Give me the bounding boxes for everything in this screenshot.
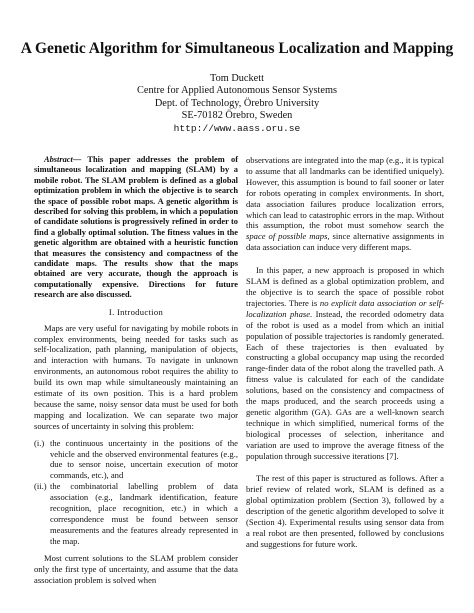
emphasis-space-of-maps: space of possible maps [246, 231, 328, 242]
body-paragraph-3: The rest of this paper is structured as follows. After a brief review of related work, SLAM is defined as a global optimization problem (Section 3), followed by a description of the genetic algorithm developed to solve it (Section 4). Experimental results using sensor data from a real robot are then presented, followed by conclusions and suggestions for future work. [246, 473, 444, 549]
list-item-text: the combinatorial labelling problem of data association (e.g., landmark identification, feature recognition, place recognition, etc.) in which a correspondence must be found between sensor measurements and the features already represented in the map. [50, 481, 238, 546]
list-item-text: the continuous uncertainty in the positions of the vehicle and the observed environmental features (e.g., due to sensor noise, uncertain execution of motor commands, etc.), and [50, 437, 238, 481]
right-column [246, 155, 444, 562]
body-paragraph-1-end: , since alternative assignments in data association can induce very different maps. [246, 231, 444, 253]
affiliation-line-2: Dept. of Technology, Örebro University [154, 97, 320, 109]
body-paragraph-1-text: observations are integrated into the map (e.g., it is typical to assume that all landmarks can be identified uniquely). However, this assumption is bound to fail sooner or later for robots operating in complex environments. In short, data association failures produce localization errors, which can lead to catastrophic errors in the map. Without this assumption, the robot must somehow search the [246, 155, 444, 231]
body-paragraph-2 [246, 265, 444, 461]
author-name: Tom Duckett [210, 73, 264, 84]
list-item [34, 438, 238, 482]
emphasis-no-explicit-association: no explicit data association or self-localization phase [246, 297, 444, 319]
left-column [34, 155, 238, 591]
intro-paragraph-1: Maps are very useful for navigating by mobile robots in complex environments, being needed for tasks such as self-localization, path planning, manipulation of objects, and interaction with humans. To navigate in unknown environments, an autonomous robot requires the ability to build its own map while simultaneously maintaining an estimate of its own position. This is a hard problem because the same, noisy sensor data must be used for both mapping and localization. We can separate two major sources of uncertainty in solving this problem: [34, 322, 238, 431]
list-item [34, 481, 238, 546]
body-paragraph-2-text: In this paper, a new approach is proposed in which SLAM is defined as a global optimization problem, and the objective is to search the space of possible robot trajectories. There is [246, 265, 444, 308]
affiliation-line-1: Centre for Applied Autonomous Sensor Systems [137, 85, 337, 97]
abstract [34, 155, 238, 301]
abstract-label: Abstract [44, 155, 73, 164]
body-paragraph-1 [246, 155, 444, 253]
abstract-text: — This paper addresses the problem of simultaneous localization and mapping (SLAM) by a mobile robot. The SLAM problem is defined as a global optimization problem in which the objective is to search the space of possible robot maps. A genetic algorithm is described for solving this problem, in which a population of candidate solutions is progressively refined in order to find a globally optimal solution. The fitness values in the genetic algorithm are obtained with a heuristic function that measures the consistency and compactness of the candidate maps. The results show that the maps obtained are very accurate, though the approach is computationally expensive. Directions for future research are also discussed. [34, 155, 238, 300]
author-block [0, 73, 474, 135]
list-item-label: (ii.) [34, 481, 47, 492]
author-url[interactable]: http://www.aass.oru.se [173, 122, 301, 134]
list-item-label: (i.) [34, 437, 45, 448]
intro-paragraph-2: Most current solutions to the SLAM problem consider only the first type of uncertainty, and assume that the data association problem is solved when [34, 552, 238, 585]
section-heading-introduction: I. Introduction [108, 306, 164, 317]
affiliation-line-3: SE-70182 Örebro, Sweden [181, 110, 293, 122]
paper-title: A Genetic Algorithm for Simultaneous Localization and Mapping [20, 40, 454, 57]
body-paragraph-2-end: . Instead, the recorded odometry data of the robot is used as a model from which an initial population of possible trajectories is randomly generated. Each of these trajectories is then evaluated by constructing a global occupancy map using the recorded range-finder data of the robot along the travelled path. A fitness value is calculated for each of the candidate solutions, based on the consistency and compactness of the maps produced, and the search proceeds using a genetic algorithm (GA). GAs are a well-known search technique in which simplified, numerical forms of the biological processes of selection, inheritance and variation are used to improve the average fitness of the population through successive iterations [7]. [246, 308, 444, 461]
